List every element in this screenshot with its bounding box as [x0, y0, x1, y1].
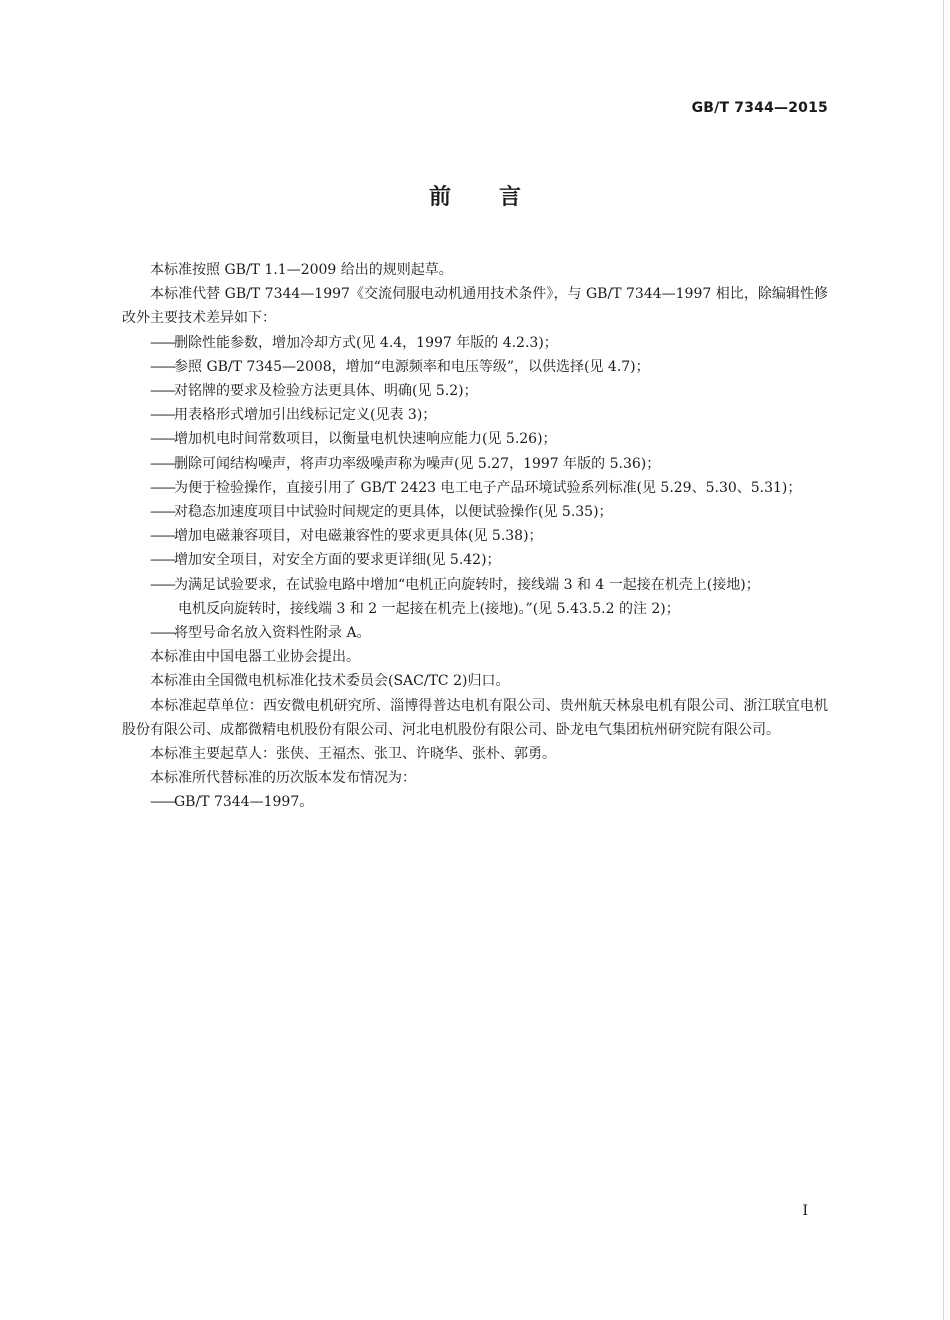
dash-marker: —— — [150, 407, 174, 424]
list-item: ——增加安全项目，对安全方面的要求更详细(见 5.42)； — [150, 552, 501, 569]
list-item: ——将型号命名放入资料性附录 A。 — [150, 625, 371, 642]
standard-code: GB/T 7344—2015 — [691, 100, 828, 116]
paragraph-drafting-units: 本标准起草单位：西安微电机研究所、淄博得普达电机有限公司、贵州航天林泉电机有限公司、浙江联宜电机股份有限公司、成都微精电机股份有限公司、河北电机股份有限公司、卧龙电气集团杭州研究院有限公司。 — [122, 697, 828, 738]
list-item: ——参照 GB/T 7345—2008，增加“电源频率和电压等级”，以供选择(见 4.7)； — [150, 358, 650, 375]
paragraph-committee: 本标准由全国微电机标准化技术委员会(SAC/TC 2)归口。 — [150, 673, 510, 690]
dash-marker: —— — [150, 431, 174, 448]
list-item: ——删除性能参数，增加冷却方式(见 4.4，1997 年版的 4.2.3)； — [150, 334, 558, 351]
document-body — [122, 258, 828, 815]
dash-marker: —— — [150, 576, 174, 593]
list-item: ——对铭牌的要求及检验方法更具体、明确(见 5.2)； — [150, 383, 478, 400]
dash-marker: —— — [150, 625, 174, 642]
list-item-continuation: 电机反向旋转时，接线端 3 和 2 一起接在机壳上(接地)。”(见 5.43.5.2 的注 2)； — [178, 600, 680, 617]
changes-list — [122, 331, 828, 646]
dash-marker: —— — [150, 794, 174, 811]
paragraph-previous-editions: 本标准所代替标准的历次版本发布情况为： — [150, 770, 416, 787]
paragraph-proposer: 本标准由中国电器工业协会提出。 — [150, 649, 360, 666]
list-item: ——为便于检验操作，直接引用了 GB/T 2423 电工电子产品环境试验系列标准(见 5.29、5.30、5.31)； — [150, 479, 802, 496]
dash-marker: —— — [150, 552, 174, 569]
paragraph-drafters: 本标准主要起草人：张侠、王福杰、张卫、许晓华、张朴、郭勇。 — [150, 746, 556, 763]
paragraph-replaces: 本标准代替 GB/T 7344—1997《交流伺服电动机通用技术条件》，与 GB/T 7344—1997 相比，除编辑性修改外主要技术差异如下： — [122, 286, 828, 327]
page-number: I — [802, 1203, 808, 1219]
dash-marker: —— — [150, 334, 174, 351]
list-item: ——删除可闻结构噪声，将声功率级噪声称为噪声(见 5.27，1997 年版的 5.36)； — [150, 455, 661, 472]
list-item: ——GB/T 7344—1997。 — [150, 794, 314, 811]
paragraph-drafting-rules: 本标准按照 GB/T 1.1—2009 给出的规则起草。 — [150, 262, 453, 278]
list-item: ——增加电磁兼容项目，对电磁兼容性的要求更具体(见 5.38)； — [150, 528, 543, 545]
dash-marker: —— — [150, 358, 174, 375]
list-item: ——为满足试验要求，在试验电路中增加“电机正向旋转时，接线端 3 和 4 一起接在机壳上(接地)； — [150, 576, 760, 593]
list-item: ——用表格形式增加引出线标记定义(见表 3)； — [150, 407, 437, 424]
page-title: 前言 — [428, 185, 569, 210]
dash-marker: —— — [150, 504, 174, 521]
dash-marker: —— — [150, 528, 174, 545]
dash-marker: —— — [150, 455, 174, 472]
list-item: ——增加机电时间常数项目，以衡量电机快速响应能力(见 5.26)； — [150, 431, 557, 448]
list-item: ——对稳态加速度项目中试验时间规定的更具体，以便试验操作(见 5.35)； — [150, 504, 613, 521]
dash-marker: —— — [150, 383, 174, 400]
dash-marker: —— — [150, 479, 174, 496]
